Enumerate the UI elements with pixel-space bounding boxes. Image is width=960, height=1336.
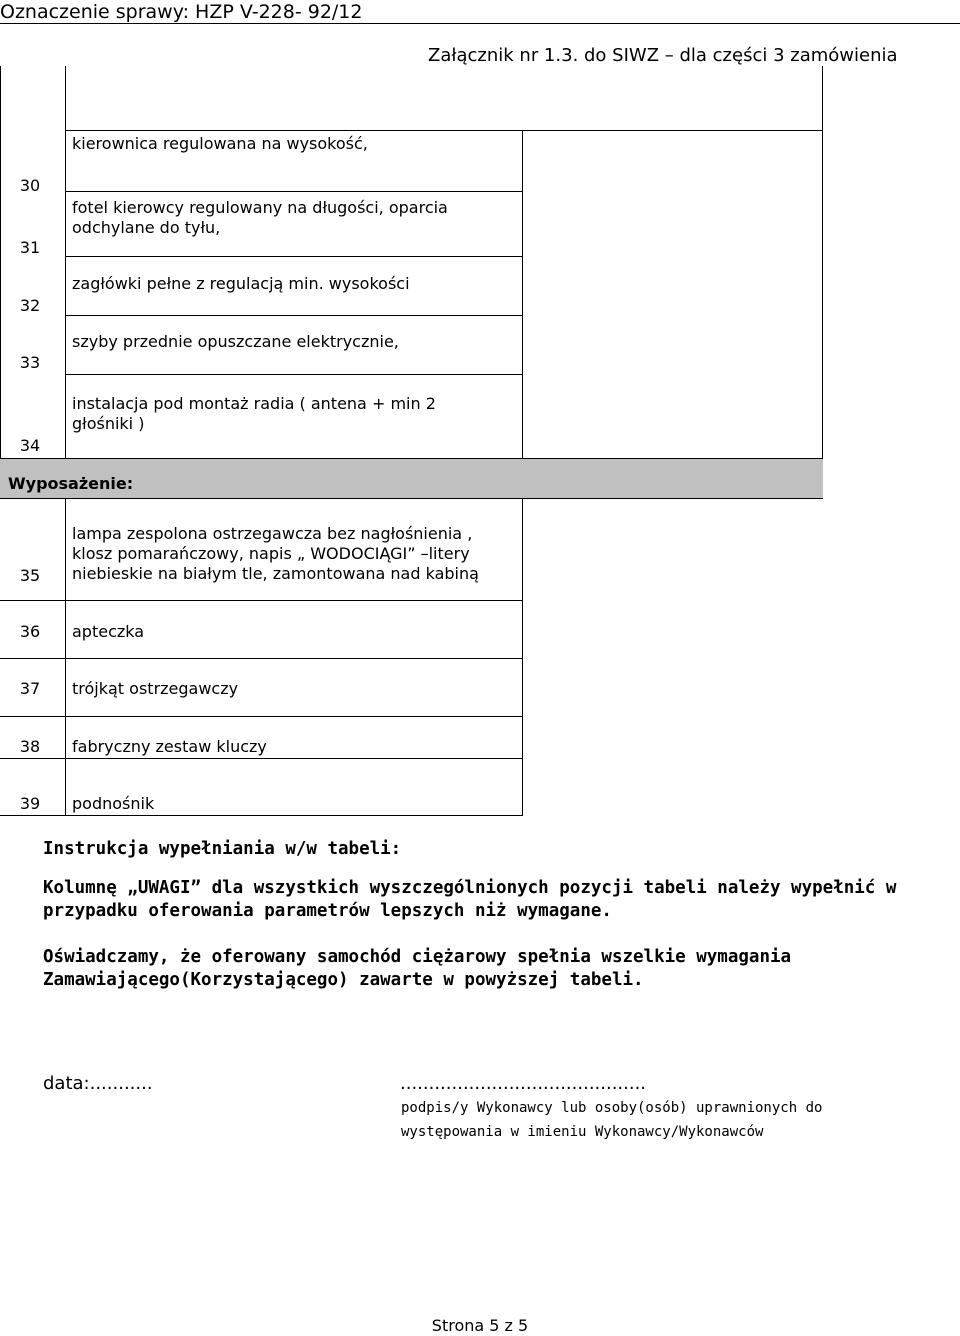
row-text-first-aid: apteczka (72, 622, 145, 641)
row-divider (65, 130, 823, 131)
row-divider (65, 374, 523, 375)
row-divider (0, 815, 523, 816)
table-column-divider (65, 498, 66, 816)
row-divider (0, 600, 523, 601)
header-divider (0, 23, 960, 24)
row-divider (0, 716, 523, 717)
row-number: 36 (19, 622, 41, 641)
signature-caption: występowania w imieniu Wykonawcy/Wykonawców (401, 1124, 764, 1140)
row-text-headrests: zagłówki pełne z regulacją min. wysokości (72, 274, 410, 293)
row-number: 30 (19, 176, 41, 195)
row-divider (65, 256, 523, 257)
signature-line: ........................................... (400, 1073, 647, 1094)
row-text-driver-seat: fotel kierowcy regulowany na długości, oparcia odchylane do tyłu, (72, 198, 448, 237)
row-text-steering-wheel: kierownica regulowana na wysokość, (72, 134, 368, 153)
row-text-warning-lamp: lampa zespolona ostrzegawcza bez nagłośnienia , klosz pomarańczowy, napis „ WODOCIĄGI” –litery niebieskie na białym tle, zamontowana nad kabiną (72, 524, 479, 583)
annex-title: Załącznik nr 1.3. do SIWZ – dla części 3 zamówienia (428, 45, 898, 66)
instructions-title: Instrukcja wypełniania w/w tabeli: (43, 839, 402, 859)
row-number: 31 (19, 238, 41, 257)
row-text-warning-triangle: trójkąt ostrzegawczy (72, 679, 239, 698)
case-number: Oznaczenie sprawy: HZP V-228- 92/12 (0, 1, 363, 23)
instructions-paragraph: Kolumnę „UWAGI” dla wszystkich wyszczególnionych pozycji tabeli należy wypełnić w przypadku oferowania parametrów lepszych niż wymagane. (43, 878, 897, 921)
row-number: 32 (19, 296, 41, 315)
row-divider (0, 458, 823, 459)
row-divider (0, 758, 523, 759)
row-number: 37 (19, 679, 41, 698)
table-border-right (822, 66, 823, 458)
row-text-radio: instalacja pod montaż radia ( antena + min 2 głośniki ) (72, 394, 436, 433)
signature-caption: podpis/y Wykonawcy lub osoby(osób) uprawnionych do (401, 1100, 823, 1116)
page-number: Strona 5 z 5 (431, 1316, 529, 1335)
row-divider (65, 191, 523, 192)
row-text-tool-kit: fabryczny zestaw kluczy (72, 737, 267, 756)
row-divider (0, 498, 823, 499)
row-number: 35 (19, 566, 41, 585)
row-number: 33 (19, 353, 41, 372)
row-number: 38 (19, 737, 41, 756)
table-border-right (522, 498, 523, 816)
row-divider (65, 315, 523, 316)
row-text-windows: szyby przednie opuszczane elektrycznie, (72, 332, 399, 351)
date-field: data:........... (43, 1073, 153, 1094)
table-column-divider (522, 130, 523, 458)
row-divider (0, 658, 523, 659)
table-border-left (0, 66, 1, 458)
row-text-jack: podnośnik (72, 794, 155, 813)
row-number: 34 (19, 436, 41, 455)
declaration-paragraph: Oświadczamy, że oferowany samochód ciężarowy spełnia wszelkie wymagania Zamawiającego(Korzystającego) zawarte w powyższej tabeli. (43, 947, 792, 990)
row-number: 39 (19, 794, 41, 813)
table-column-divider (65, 66, 66, 458)
section-label-equipment: Wyposażenie: (8, 474, 134, 493)
